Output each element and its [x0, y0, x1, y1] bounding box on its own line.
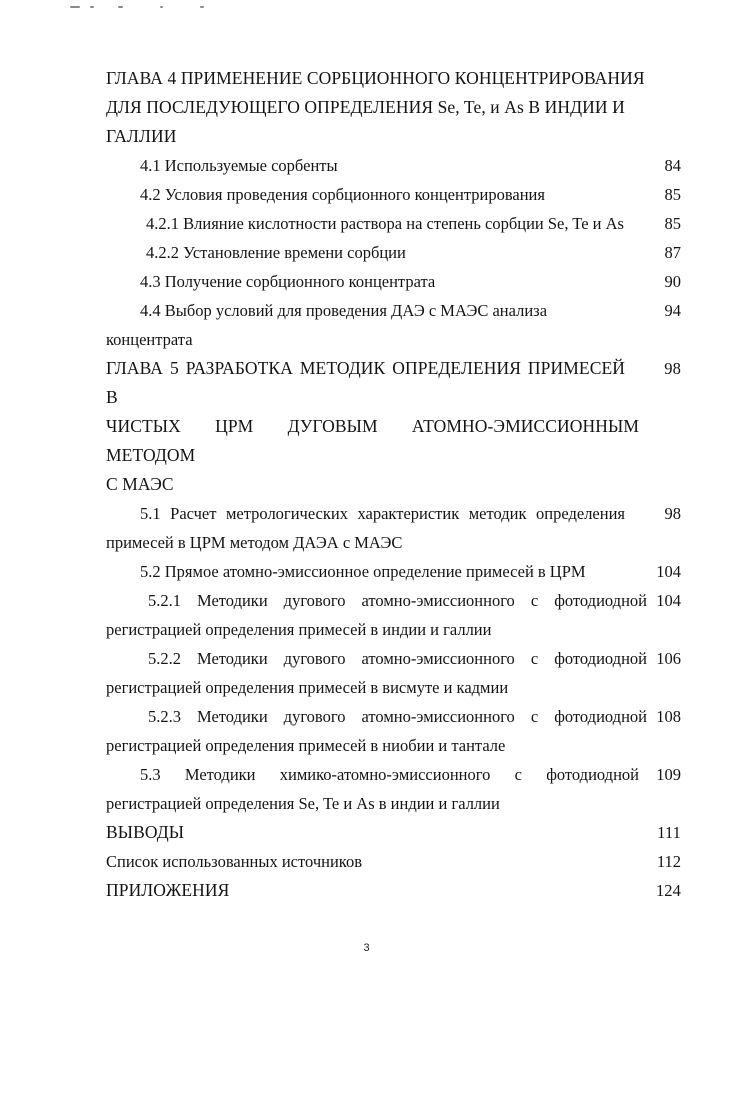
- toc-entry-appendix[interactable]: [106, 876, 681, 905]
- table-of-contents: [106, 64, 681, 905]
- scan-speck: [160, 6, 163, 8]
- toc-entry-label: ПРИЛОЖЕНИЯ: [106, 880, 230, 900]
- toc-entry-label-cont: концентрата: [106, 330, 193, 349]
- toc-entry-references[interactable]: [106, 847, 681, 876]
- toc-chapter5-line3: С МАЭС: [106, 474, 174, 494]
- toc-entry-label: 5.3 Методики химико-атомно-эмиссионного с фотодиодной: [140, 765, 639, 784]
- toc-entry-page: 98: [664, 359, 681, 378]
- toc-chapter5-heading[interactable]: [106, 354, 681, 499]
- toc-entry-page: 108: [656, 707, 681, 726]
- scan-speck: [200, 6, 204, 8]
- page-number: 3: [363, 942, 370, 954]
- toc-entry-label: 5.2.2 Методики дугового атомно-эмиссионного с фотодиодной: [148, 649, 647, 668]
- toc-entry-4-2-2[interactable]: [106, 238, 681, 267]
- toc-entry-label: 5.2 Прямое атомно-эмиссионное определение примесей в ЦРМ: [140, 562, 586, 581]
- toc-entry-page: 124: [655, 881, 681, 900]
- toc-entry-4-2[interactable]: [106, 180, 681, 209]
- toc-chapter4-line3: ГАЛЛИИ: [106, 126, 177, 146]
- toc-entry-label-cont: регистрацией определения примесей в ниобии и тантале: [106, 736, 506, 755]
- toc-entry-page: 85: [664, 214, 681, 233]
- scan-speck: [118, 6, 123, 8]
- toc-chapter5-line1: ГЛАВА 5 РАЗРАБОТКА МЕТОДИК ОПРЕДЕЛЕНИЯ ПРИМЕСЕЙ В: [106, 358, 625, 407]
- toc-entry-label: 4.2.2 Установление времени сорбции: [146, 243, 406, 262]
- toc-entry-label: 4.4 Выбор условий для проведения ДАЭ с МАЭС анализа: [140, 301, 548, 320]
- toc-entry-4-4[interactable]: [106, 296, 681, 354]
- toc-entry-label-cont: регистрацией определения Se, Te и As в индии и галлии: [106, 794, 500, 813]
- toc-entry-page: 109: [656, 765, 681, 784]
- toc-entry-label-cont: примесей в ЦРМ методом ДАЭА с МАЭС: [106, 533, 403, 552]
- toc-entry-4-1[interactable]: [106, 151, 681, 180]
- toc-entry-5-1[interactable]: [106, 499, 681, 557]
- toc-entry-5-2-2[interactable]: [106, 644, 681, 702]
- toc-entry-page: 85: [664, 185, 681, 204]
- toc-entry-label: 4.3 Получение сорбционного концентрата: [140, 272, 436, 291]
- toc-entry-page: 112: [656, 852, 681, 871]
- toc-entry-page: 104: [656, 591, 681, 610]
- toc-entry-page: 87: [664, 243, 681, 262]
- toc-entry-label-cont: регистрацией определения примесей в висмуте и кадмии: [106, 678, 509, 697]
- toc-entry-4-2-1[interactable]: [106, 209, 681, 238]
- toc-entry-label: Список использованных источников: [106, 852, 362, 871]
- toc-entry-page: 84: [664, 156, 681, 175]
- scan-speck: [90, 6, 94, 8]
- toc-entry-label: 4.1 Используемые сорбенты: [140, 156, 338, 175]
- toc-entry-label-cont: регистрацией определения примесей в индии и галлии: [106, 620, 492, 639]
- toc-entry-5-2[interactable]: [106, 557, 681, 586]
- toc-entry-label: 4.2 Условия проведения сорбционного концентрирования: [140, 185, 545, 204]
- toc-entry-label: ВЫВОДЫ: [106, 822, 185, 842]
- toc-chapter4-line1: ГЛАВА 4 ПРИМЕНЕНИЕ СОРБЦИОННОГО КОНЦЕНТРИРОВАНИЯ: [106, 68, 645, 88]
- toc-entry-page: 94: [664, 301, 681, 320]
- toc-chapter4-heading[interactable]: [106, 64, 681, 151]
- toc-chapter5-line2: ЧИСТЫХ ЦРМ ДУГОВЫМ АТОМНО-ЭМИССИОННЫМ МЕТОДОМ: [106, 416, 639, 465]
- toc-entry-page: 111: [657, 823, 681, 842]
- toc-entry-label: 5.2.3 Методики дугового атомно-эмиссионного с фотодиодной: [148, 707, 647, 726]
- toc-entry-4-3[interactable]: [106, 267, 681, 296]
- toc-entry-label: 5.2.1 Методики дугового атомно-эмиссионного с фотодиодной: [148, 591, 647, 610]
- toc-entry-5-2-1[interactable]: [106, 586, 681, 644]
- toc-entry-page: 104: [656, 562, 681, 581]
- toc-entry-5-2-3[interactable]: [106, 702, 681, 760]
- toc-entry-5-3[interactable]: [106, 760, 681, 818]
- toc-entry-page: 90: [664, 272, 681, 291]
- toc-entry-label: 5.1 Расчет метрологических характеристик методик определения: [140, 504, 625, 523]
- toc-entry-label: 4.2.1 Влияние кислотности раствора на степень сорбции Se, Te и As: [146, 214, 624, 233]
- scan-speck: [70, 6, 80, 8]
- toc-chapter4-line2: ДЛЯ ПОСЛЕДУЮЩЕГО ОПРЕДЕЛЕНИЯ Se, Te, и As В ИНДИИ И: [106, 97, 625, 117]
- toc-entry-page: 98: [664, 504, 681, 523]
- toc-entry-conclusions[interactable]: [106, 818, 681, 847]
- toc-entry-page: 106: [656, 649, 681, 668]
